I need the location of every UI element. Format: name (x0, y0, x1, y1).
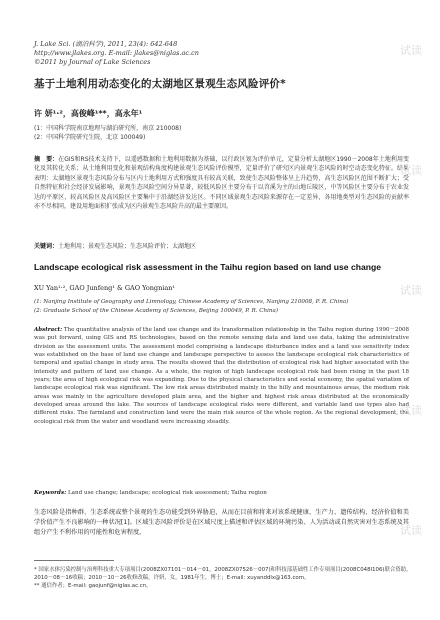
footnotes (34, 566, 414, 591)
abstract-label-en: Abstract: (34, 327, 63, 333)
footnote-item: ** 通信作者；E-mail: gaojunf@niglas.ac.cn。 (34, 583, 152, 590)
title-chinese: 基于土地利用动态变化的太湖地区景观生态风险评价* (34, 78, 286, 90)
affiliation-item: (1: Nanjing Institute of Geography and Limnology, Chinese Academy of Sciences, Nanjing 210008, P. R. China) (34, 299, 349, 305)
watermark: 试读 (400, 44, 422, 57)
watermark: 试读 (400, 164, 422, 177)
title-english: Landscape ecological risk assessment in the Taihu region based on land use change (34, 262, 382, 272)
body-text: 生态风险是指种群、生态系统或整个景观的生态功能受到外界胁迫，从而在目前和将来对该系统健康、生产力、遗传结构、经济价值和美学价值产生不良影响的一种状况[1]。区域生态风险评价是在区域尺度上描述和评估区域的环境污染、人为活动或自然灾害对生态系统及其组分产生不利作用的可能性和危害程度， (34, 509, 409, 536)
journal-header (34, 40, 199, 67)
watermark: 试读 (400, 404, 422, 417)
affiliation-item: (2：中国科学院研究生院，北京 100049) (34, 134, 146, 141)
keywords-english (34, 490, 409, 496)
keywords-label-en: Keywords: (34, 490, 67, 496)
journal-copyright: ©2011 by Journal of Lake Sciences (34, 58, 151, 66)
affiliations-chinese (34, 124, 181, 142)
authors-chinese: 许 妍¹·²，高俊峰¹**，高永年¹ (34, 109, 143, 118)
abstract-chinese (34, 155, 409, 211)
watermark: 试读 (400, 284, 422, 297)
affiliation-item: (1：中国科学院南京地理与湖泊研究所，南京 210008) (34, 125, 182, 132)
keywords-label-cn: 关键词： (34, 243, 59, 250)
keywords-chinese (34, 241, 409, 250)
authors-english: XU Yan¹·², GAO Junfeng¹ & GAO Yongnian¹ (34, 284, 176, 292)
abstract-text-cn: 在GIS和RS技术支持下，以遥感数据和土地利用数据为基础，以行政区划为评价单元，定量分析太湖地区1990－2008年土地利用变化及其转化关系；从土地利用变化和景观结构角度构建景观生态风险评价模型，定量评价了研究区内景观生态风险的时空动态变化特征。结果表明：太湖地区景观生态风险分布与区内土地利用方式和强度具有较高关联，致使生态风险整体呈上升趋势，高生态风险区范围不断扩大；受自然特征和社会经济发展影响，景观生态风险空间分异显著，较低风险区主要分布于以苕溪为主的山地丘陵区，中等风险区主要分布于农业发达的平原区，较高风险区及高风险区主要集中于沿湖经济发达区。不同区域景观生态风险来源存在一定差异，各用地类型对生态风险的贡献率亦不尽相同，建设用地面积扩张成为区内景观生态风险升高的最主要原因。 (34, 156, 409, 211)
abstract-label-cn: 摘 要： (34, 156, 59, 163)
journal-citation: J. Lake Sci. (湖泊科学), 2011, 23(4): 642-648 (34, 40, 178, 48)
keywords-text-cn: 土地利用；景观生态风险；生态风险评价；太湖地区 (58, 243, 197, 250)
watermark: 试读 (400, 524, 422, 537)
footnote-item: * 国家水体污染控制与治理科技重大专项项目(2008ZX07101－014－01，2008ZX07526－007)和科技部基础性工作专项项目(2008C048I106)联合资助。2010－08－16收稿；2010－10－26收修改稿。许妍，女，1981年生，博士；E-mail: xuyanddlx@163.com。 (34, 567, 412, 582)
affiliation-item: (2: Graduate School of the Chinese Academy of Sciences, Beijing 100049, P. R. China) (34, 307, 279, 314)
footnote-divider (34, 560, 114, 561)
abstract-english (34, 326, 409, 426)
affiliations-english (34, 298, 414, 315)
abstract-text-en: The quantitative analysis of the land use change and its transformation relationship in the Taihu region during 1990－2008 was put forward, using GIS and RS technologies, based on the remote sensing data and land use data, taking the administrative division as the assessment units. The assessment model comprising a landscape disturbance index and a land use sensitivity index was established on the base of land use change and landscape perspective to assess the landscape ecological risk characteristics of temporal and spatial change in study area. The results showed that the distribution of ecological risk had higher associated with the intensity and pattern of land use change. As a whole, the region of high landscape ecological risk had been rising in the past 18 years; the area of high ecological risk was expanding. Due to the physical characteristics and social economy, the spatial variation of landscape ecological risk was significant. The low risk areas distributed mainly in the hilly and mountainous areas, the medium risk areas was mainly in the agriculture developed plain area, and the higher and highest risk areas distributed at the economically developed areas around the lake. The sources of landscape ecological risks were different, and variable land use types also had different risks. The farmland and construction land were the main risk source of the whole region. As the regional development, the ecological risk from the water and woodland were increasing steadily. (34, 327, 409, 425)
keywords-text-en: Land use change; landscape; ecological risk assessment; Taihu region (67, 490, 267, 496)
journal-url: http://www.jlakes.org. E-mail: jlakes@niglas.ac.cn (34, 49, 199, 57)
